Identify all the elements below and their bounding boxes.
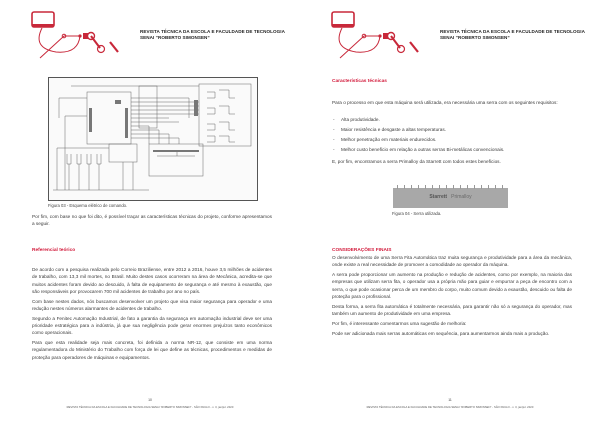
right-section-heading <box>332 79 572 84</box>
figure-caption: Figura 03 - Esquema elétrico de comando. <box>48 203 128 208</box>
intro-paragraph: Para o processo em que esta máquina será utilizada, era necessária uma serra com os seguintes requisitos: <box>332 100 558 105</box>
list-item: - Maior resistência e desgaste a altas temperaturas. <box>332 125 572 135</box>
logo-icon <box>328 8 428 60</box>
left-section-heading <box>32 248 272 253</box>
saw-teeth-icon <box>393 185 508 189</box>
paragraph: Desta forma, a serra fita automática é totalmente necessária, para garantir não só a segurança do operador, mas também um aumento de produtividade em uma empresa. <box>332 303 572 317</box>
paragraph: Pode ser adicionada mais serras automáticas em sequência, para aumentarmos ainda mais a produção. <box>332 330 550 336</box>
left-intro <box>32 213 272 230</box>
page-number: 11 <box>448 398 452 402</box>
right-body <box>332 254 572 339</box>
paragraph: Para que esta realidade seja mais concreta, foi definida a norma NR-12, que consiste em uma norma regulamentadora do Ministério do Trabalho com força de lei que define as técnicas, procedimentos e medidas de proteção para operadores de máquinas e equipamentos. <box>32 340 272 360</box>
page-footer: REVISTA TÉCNICA DA ESCOLA E FACULDADE DE TECNOLOGIA SENAI “ROBERTO SIMONSEN” - SÃO PAULO - v. 3, jan/jul. 2020 <box>366 406 534 409</box>
right-intro <box>332 99 572 109</box>
saw-label <box>393 194 508 200</box>
list-item: - Melhor custo benefício em relação a outras serras Bi-metálicas convencionais. <box>332 145 572 155</box>
list-item: - Alta produtividade. <box>332 115 572 125</box>
circuit-schematic-icon <box>49 78 257 200</box>
paragraph: Segundo a Fenitec Automação Industrial, de fato a garantia da segurança em automação industrial deve ser uma prioridade estratégica para a indústria, já que sua negligência pode gerar enormes prejuízos tanto econômicos como operacionais. <box>32 315 272 336</box>
logo-icon <box>28 8 128 60</box>
section-title-referencial-teorico: Referencial teórico <box>32 248 76 253</box>
journal-title: REVISTA TÉCNICA DA ESCOLA E FACULDADE DE TECNOLOGIA SENAI “ROBERTO SIMONSEN” <box>440 29 585 40</box>
paragraph: O desenvolvimento de uma Serra Fita Automática traz muita segurança e produtividade para a área da mecânica, onde existe a real necessidade de promover a comodidade ao operador da máquina. <box>332 255 572 268</box>
right-page <box>300 0 600 424</box>
closing-sentence: E, por fim, encontramos a serra Primalloy da Starrett com todos estes benefícios. <box>332 159 501 164</box>
final-section-heading <box>332 248 572 253</box>
requirements-list <box>332 115 572 155</box>
list-item: - Melhor penetração em materiais endurecidos. <box>332 135 572 145</box>
paragraph: Por fim, é interessante comentarmos uma sugestão de melhoria: <box>332 320 467 326</box>
figure-04-caption: Figura 04 - Serra utilizada. <box>392 211 442 216</box>
saw-brand: Starrett <box>429 194 448 200</box>
saw-model: Primalloy <box>451 194 472 200</box>
section-title-consideracoes-finais: CONSIDERAÇÕES FINAIS <box>332 248 392 253</box>
intro-paragraph: Por fim, com base no que foi dito, é possível traçar as características técnicas do projeto, conforme apresentamos a seguir. <box>32 214 272 227</box>
circuit-diagram-figure <box>48 77 258 201</box>
paragraph: A serra pode proporcionar um aumento na produção e redução de acidentes, como por exemplo, na maioria das empresas que utilizam serra fita, o operador usa a própria mão para guiar e empurrar a peça de encontro com a serra, o que pode ocasionar perca de um membro do corpo, muito comum devido a exaustão, descuido ou falta de proteção para o profissional. <box>332 272 572 299</box>
paragraph: De acordo com a pesquisa realizada pelo Correio Braziliense, entre 2012 a 2016, houve 3,5 milhões de acidentes de trabalho, com 13,3 mil mortes, no Brasil. Muito destes casos ocorreram na área de Mecânica, acredita-se que muitos acidentes foram devido ao descuido, à falta de equipamento de segurança e até mesmo à exaustão, que são responsáveis por provocarem 700 mil acidentes de trabalho por ano no país. <box>32 267 272 294</box>
paragraph: Com base nestes dados, nós buscamos desenvolver um projeto que visa maior segurança para operador e uma redução nestes números alarmantes de acidentes de trabalho. <box>32 298 272 311</box>
section-title-caracteristicas-tecnicas: Características técnicas <box>332 79 387 84</box>
left-body <box>32 266 272 364</box>
figure-03-caption-block <box>32 203 272 208</box>
closing-sentence-block <box>332 158 572 168</box>
journal-title: REVISTA TÉCNICA DA ESCOLA E FACULDADE DE TECNOLOGIA SENAI “ROBERTO SIMONSEN” <box>140 29 285 40</box>
saw-blade-image <box>393 188 508 208</box>
page-number: 10 <box>148 398 152 402</box>
page-footer: REVISTA TÉCNICA DA ESCOLA E FACULDADE DE TECNOLOGIA SENAI “ROBERTO SIMONSEN” - SÃO PAULO - v. 3, jan/jul. 2020 <box>66 406 234 409</box>
